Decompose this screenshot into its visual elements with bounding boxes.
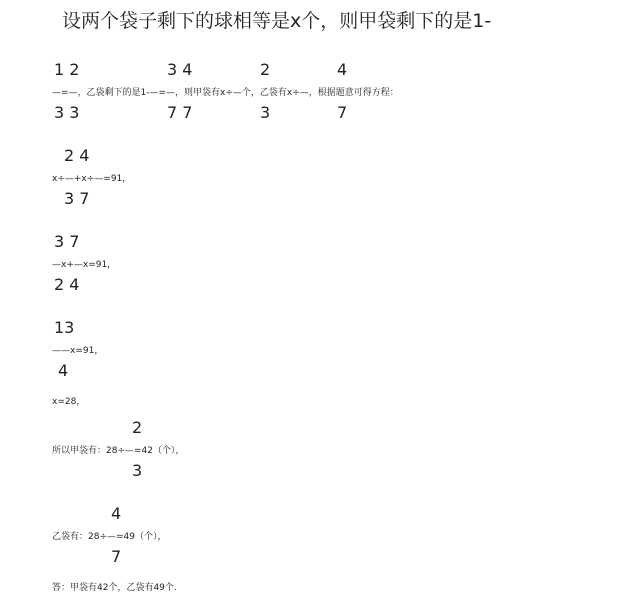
fraction-denominator: 7: [337, 103, 348, 122]
equation-line: x=28，: [52, 397, 86, 407]
fraction-denominator: 3 7: [64, 189, 90, 208]
answer-line: 答：甲袋有42个，乙袋有49个.: [52, 583, 177, 593]
fraction-numerator: 4: [337, 60, 348, 79]
fraction-denominator: 3: [260, 103, 271, 122]
fraction-denominator: 3: [132, 461, 143, 480]
fraction-numerator: 3 7: [54, 232, 80, 251]
fraction-numerator: 2 4: [64, 146, 90, 165]
equation-line: —=—，乙袋剩下的是1-—=—，则甲袋有x÷—个，乙袋有x÷—，根据题意可得方程：: [52, 88, 399, 98]
fraction-denominator: 3 3: [54, 103, 80, 122]
fraction-denominator: 7 7: [167, 103, 193, 122]
equation-line: 乙袋有：28÷—=49（个），: [52, 532, 167, 542]
fraction-numerator: 4: [111, 504, 122, 523]
fraction-denominator: 2 4: [54, 275, 80, 294]
equation-line: —x+—x=91，: [52, 260, 117, 270]
problem-title: 设两个袋子剩下的球相等是x个，则甲袋剩下的是1-: [62, 10, 492, 32]
fraction-denominator: 7: [111, 547, 122, 566]
equation-line: 所以甲袋有：28÷—=42（个），: [52, 446, 185, 456]
fraction-numerator: 3 4: [167, 60, 193, 79]
fraction-numerator: 2: [260, 60, 271, 79]
fraction-numerator: 13: [54, 318, 75, 337]
equation-line: ——x=91，: [52, 346, 104, 356]
fraction-numerator: 2: [132, 418, 143, 437]
equation-line: x÷—+x÷—=91，: [52, 174, 132, 184]
fraction-denominator: 4: [58, 361, 69, 380]
fraction-numerator: 1 2: [54, 60, 80, 79]
